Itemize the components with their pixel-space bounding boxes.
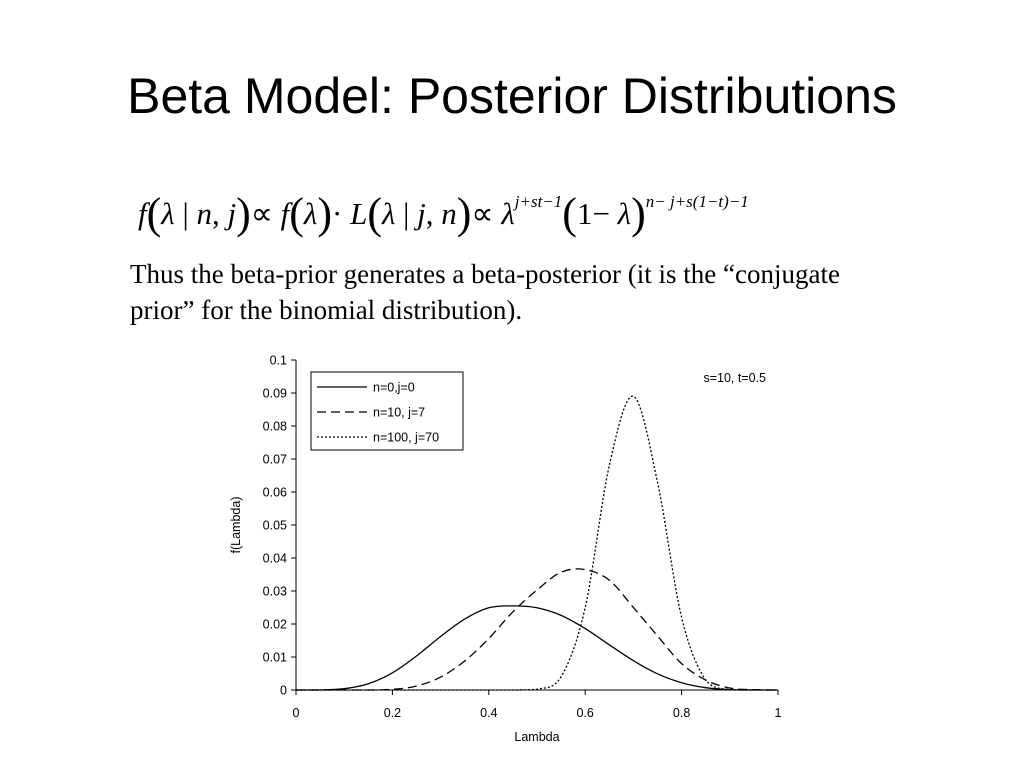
posterior-chart bbox=[218, 345, 793, 750]
legend-label: n=100, j=70 bbox=[373, 430, 440, 445]
x-axis-label: Lambda bbox=[514, 730, 560, 744]
x-tick-label: 1 bbox=[774, 706, 782, 720]
y-tick-label: 0.04 bbox=[262, 551, 287, 566]
y-tick-label: 0.08 bbox=[262, 419, 287, 434]
body-text: Thus the beta-prior generates a beta-posterior (it is the “conjugate prior” for the binomial distribution). bbox=[130, 259, 840, 325]
y-tick-label: 0.02 bbox=[262, 617, 287, 632]
chart-legend bbox=[311, 372, 463, 450]
y-tick-label: 0.03 bbox=[262, 584, 287, 599]
x-tick-label: 0 bbox=[292, 706, 300, 720]
x-tick-label: 0.8 bbox=[672, 706, 691, 720]
series-line-2 bbox=[296, 569, 778, 690]
slide-title: Beta Model: Posterior Distributions bbox=[127, 68, 897, 124]
legend-label: n=10, j=7 bbox=[373, 405, 426, 420]
x-tick-label: 0.2 bbox=[383, 706, 402, 720]
x-axis-ticks bbox=[293, 690, 782, 720]
chart-annotation: s=10, t=0.5 bbox=[703, 371, 766, 385]
y-tick-label: 0 bbox=[280, 683, 287, 698]
y-tick-label: 0.09 bbox=[262, 386, 287, 401]
y-tick-label: 0.01 bbox=[262, 650, 287, 665]
y-tick-label: 0.05 bbox=[262, 518, 287, 533]
y-axis-ticks bbox=[263, 354, 296, 698]
y-axis-label: f(Lambda) bbox=[229, 496, 243, 554]
y-tick-label: 0.1 bbox=[269, 353, 287, 368]
y-tick-label: 0.07 bbox=[262, 452, 287, 467]
series-line-1 bbox=[296, 606, 778, 690]
legend-label: n=0,j=0 bbox=[373, 380, 415, 395]
x-tick-label: 0.4 bbox=[480, 706, 498, 720]
x-tick-label: 0.6 bbox=[576, 706, 594, 720]
y-tick-label: 0.06 bbox=[262, 485, 287, 500]
posterior-formula: f(λ | n, j)∝ f(λ)· L(λ | j, $n)\propto \lambda^{j+st-1}(1- \lambda)^{n- j+s(1-t)-1}$ bbox=[138, 189, 749, 238]
